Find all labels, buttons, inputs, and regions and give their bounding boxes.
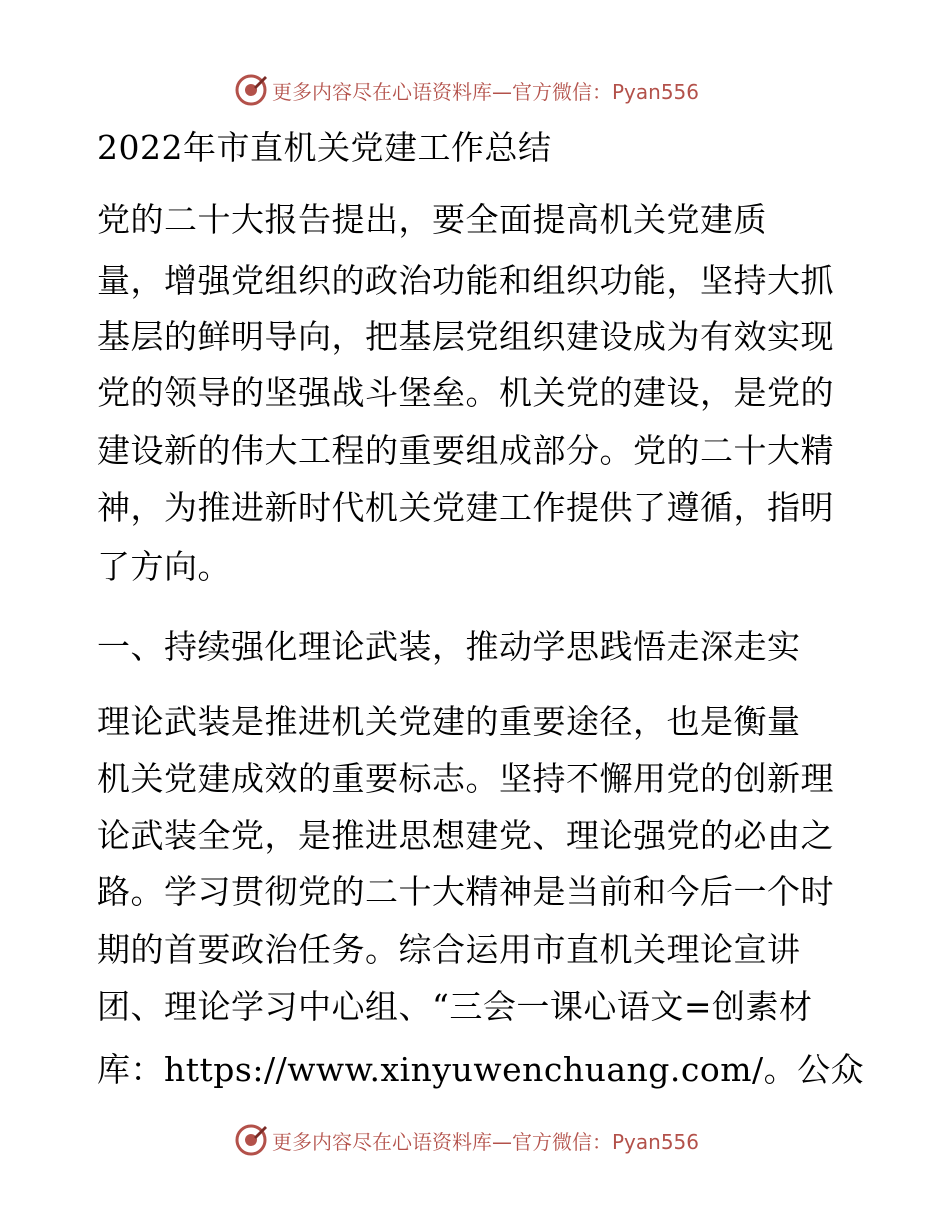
paragraph-line: 团、理论学习中心组、“三会一课心语文=创素材 [97,987,813,1026]
document-title: 2022年市直机关党建工作总结 [97,128,552,167]
paragraph-line: 路。学习贯彻党的二十大精神是当前和今后一个时 [97,872,834,911]
paragraph-line: 党的二十大报告提出，要全面提高机关党建质 [97,200,767,239]
paragraph-line: 了方向。 [97,547,231,586]
watermark-header [234,72,699,108]
watermark-text: 更多内容尽在心语资料库—官方微信：Pyan556 [272,1129,700,1154]
paragraph-line: 量，增强党组织的政治功能和组织功能，坚持大抓 [97,261,834,300]
watermark-text: 更多内容尽在心语资料库—官方微信：Pyan556 [272,79,700,104]
section-heading: 一、持续强化理论武装，推动学思践悟走深走实 [97,627,801,666]
paragraph-line: 理论武装是推进机关党建的重要途径，也是衡量 [97,702,801,741]
watermark-footer [234,1122,699,1158]
paragraph-line: 期的首要政治任务。综合运用市直机关理论宣讲 [97,930,801,969]
paragraph-line: 基层的鲜明导向，把基层党组织建设成为有效实现 [97,317,834,356]
logo-pen-circle-icon [234,1123,268,1157]
paragraph-line: 建设新的伟大工程的重要组成部分。党的二十大精 [97,431,834,470]
paragraph-line: 党的领导的坚强战斗堡垒。机关党的建设，是党的 [97,373,834,412]
paragraph-line: 论武装全党，是推进思想建党、理论强党的必由之 [97,816,834,855]
logo-pen-circle-icon [234,73,268,107]
paragraph-line: 神，为推进新时代机关党建工作提供了遵循，指明 [97,488,834,527]
paragraph-line: 机关党建成效的重要标志。坚持不懈用党的创新理 [97,759,834,798]
paragraph-line: 库：https://www.xinyuwenchuang.com/。公众 [97,1050,865,1089]
